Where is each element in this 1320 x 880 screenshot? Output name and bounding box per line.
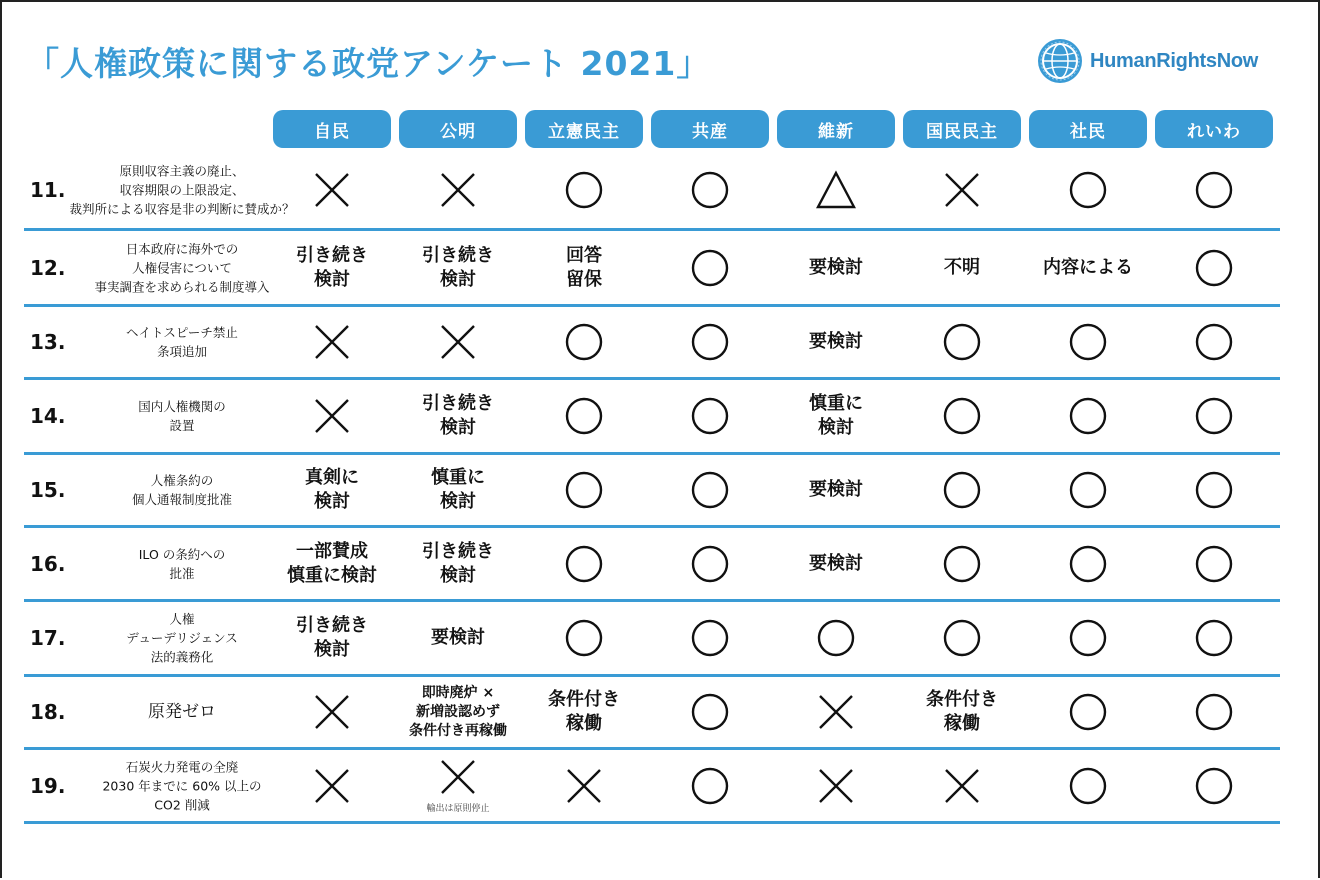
circle-mark	[1194, 396, 1234, 436]
circle-mark	[1068, 170, 1108, 210]
answer-text: 要検討	[809, 256, 863, 278]
circle-mark	[1068, 396, 1108, 436]
answer-cell	[651, 677, 769, 747]
answer-cell	[399, 152, 517, 228]
question-number: 11.	[30, 178, 66, 202]
cross-mark	[312, 322, 352, 362]
table-row	[24, 677, 1280, 750]
party-label: 維新	[777, 110, 895, 148]
answer-cell	[1155, 677, 1273, 747]
answer-cell	[525, 750, 643, 821]
question-number: 19.	[30, 773, 66, 798]
circle-mark	[1068, 544, 1108, 584]
cross-mark	[312, 170, 352, 210]
party-label: 国民民主	[903, 110, 1021, 148]
answer-cell	[903, 455, 1021, 525]
answer-text: 引き続き 検討	[422, 393, 494, 438]
answer-text: 引き続き 検討	[296, 244, 368, 290]
question-text: 日本政府に海外での 人権侵害について 事実調査を求められる制度導入	[94, 241, 270, 294]
answer-cell	[1029, 455, 1147, 525]
question-number: 16.	[30, 551, 66, 576]
answer-text: 引き続き 検討	[422, 244, 494, 290]
circle-mark	[564, 170, 604, 210]
circle-mark	[942, 618, 982, 658]
circle-mark	[1194, 544, 1234, 584]
answer-cell	[1029, 677, 1147, 747]
answer-cell	[903, 307, 1021, 377]
answer-text: 真剣に 検討	[305, 467, 359, 512]
answer-cell	[777, 152, 895, 228]
circle-mark	[1068, 692, 1108, 732]
answer-cell	[651, 750, 769, 821]
answer-cell	[399, 750, 517, 821]
answer-cell	[273, 602, 391, 674]
question-number: 13.	[30, 330, 66, 354]
circle-mark	[942, 470, 982, 510]
answer-note: 輸出は原則停止	[426, 804, 490, 814]
party-header	[0, 110, 1320, 148]
answer-cell	[903, 380, 1021, 452]
answer-cell	[777, 677, 895, 747]
answer-cell	[399, 677, 517, 747]
answer-cell	[651, 455, 769, 525]
answer-cell	[1029, 307, 1147, 377]
answer-cell	[525, 528, 643, 599]
party-label: れいわ	[1155, 110, 1273, 148]
party-label: 社民	[1029, 110, 1147, 148]
answer-cell	[903, 602, 1021, 674]
circle-mark	[690, 396, 730, 436]
table-row	[24, 380, 1280, 455]
answer-cell	[1155, 231, 1273, 304]
answer-cell	[1155, 750, 1273, 821]
answer-cell	[525, 152, 643, 228]
logo-text: HumanRightsNow	[1090, 49, 1259, 72]
answer-cell	[1155, 602, 1273, 674]
party-label: 公明	[399, 110, 517, 148]
answer-text: 要検討	[809, 479, 863, 500]
answer-cell	[1155, 307, 1273, 377]
circle-mark	[1068, 322, 1108, 362]
answer-cell	[399, 528, 517, 599]
question-number: 14.	[30, 404, 66, 428]
circle-mark	[1194, 170, 1234, 210]
answer-cell	[903, 750, 1021, 821]
answer-cell	[651, 528, 769, 599]
circle-mark	[690, 544, 730, 584]
question-number: 12.	[30, 255, 66, 280]
answer-cell	[1155, 528, 1273, 599]
answer-cell	[651, 307, 769, 377]
question-text: 原則収容主義の廃止、 収容期限の上限設定、 裁判所による収容是非の判断に賛成か？	[69, 163, 295, 217]
table-row	[24, 231, 1280, 307]
answer-cell	[273, 455, 391, 525]
circle-mark	[816, 618, 856, 658]
globe-icon	[1038, 39, 1082, 83]
table-row	[24, 307, 1280, 380]
circle-mark	[564, 544, 604, 584]
answer-text: 引き続き 検討	[296, 615, 368, 660]
answer-cell	[651, 152, 769, 228]
answer-cell	[525, 455, 643, 525]
answer-cell	[1155, 455, 1273, 525]
circle-mark	[1194, 248, 1234, 288]
circle-mark	[1068, 766, 1108, 806]
answer-cell	[777, 231, 895, 304]
table-row	[24, 602, 1280, 677]
party-label: 自民	[273, 110, 391, 148]
answer-cell	[525, 380, 643, 452]
answer-text: 即時廃炉 × 新増設認めず 条件付き再稼働	[409, 684, 507, 739]
circle-mark	[690, 322, 730, 362]
answer-cell	[903, 677, 1021, 747]
table-row	[24, 152, 1280, 231]
answer-cell	[273, 528, 391, 599]
answer-cell	[399, 307, 517, 377]
cross-mark	[312, 692, 352, 732]
circle-mark	[1068, 618, 1108, 658]
answer-cell	[777, 455, 895, 525]
answer-text: 要検討	[431, 627, 485, 648]
circle-mark	[564, 396, 604, 436]
circle-mark	[1194, 618, 1234, 658]
table-row	[24, 750, 1280, 824]
triangle-mark	[816, 170, 856, 210]
answer-cell	[273, 380, 391, 452]
answer-cell	[651, 602, 769, 674]
answer-cell	[273, 677, 391, 747]
answer-cell	[273, 750, 391, 821]
answer-text: 要検討	[809, 552, 863, 574]
answer-text: 要検討	[809, 331, 863, 352]
answer-cell	[903, 152, 1021, 228]
circle-mark	[690, 470, 730, 510]
answer-cell	[525, 307, 643, 377]
answer-text: 不明	[944, 256, 980, 278]
answer-text: 内容による	[1043, 256, 1133, 278]
answer-text: 回答 留保	[566, 244, 602, 290]
cross-mark	[942, 766, 982, 806]
cross-mark	[816, 766, 856, 806]
circle-mark	[1194, 692, 1234, 732]
answer-cell	[399, 231, 517, 304]
circle-mark	[564, 322, 604, 362]
table-row	[24, 455, 1280, 528]
answer-cell	[1155, 380, 1273, 452]
cross-mark	[942, 170, 982, 210]
answer-cell	[651, 380, 769, 452]
answer-cell	[273, 307, 391, 377]
cross-mark	[312, 396, 352, 436]
question-text: 人権 デューデリジェンス 法的義務化	[126, 611, 238, 665]
circle-mark	[690, 766, 730, 806]
answer-cell	[399, 380, 517, 452]
question-number: 17.	[30, 626, 66, 650]
circle-mark	[690, 248, 730, 288]
circle-mark	[942, 322, 982, 362]
cross-mark	[438, 757, 478, 797]
question-text: 原発ゼロ	[148, 702, 216, 722]
logo	[1038, 38, 1258, 84]
circle-mark	[564, 618, 604, 658]
question-number: 15.	[30, 478, 66, 502]
answer-cell	[777, 750, 895, 821]
answer-text: 一部賛成 慎重に検討	[287, 540, 377, 586]
answer-cell	[777, 380, 895, 452]
circle-mark	[690, 692, 730, 732]
answer-cell	[1029, 152, 1147, 228]
party-label: 立憲民主	[525, 110, 643, 148]
cross-mark	[312, 766, 352, 806]
circle-mark	[564, 470, 604, 510]
answer-cell	[1029, 750, 1147, 821]
answer-cell	[399, 455, 517, 525]
answer-cell	[1029, 528, 1147, 599]
answer-cell	[1155, 152, 1273, 228]
answer-cell	[273, 231, 391, 304]
answer-text: 引き続き 検討	[422, 540, 494, 586]
answer-cell	[903, 231, 1021, 304]
answer-cell	[651, 231, 769, 304]
page-title: 「人権政策に関する政党アンケート 2021」	[26, 44, 711, 83]
answer-cell	[903, 528, 1021, 599]
circle-mark	[942, 544, 982, 584]
answer-cell	[525, 602, 643, 674]
answer-text: 条件付き 稼働	[926, 689, 998, 734]
circle-mark	[942, 396, 982, 436]
question-number: 18.	[30, 700, 66, 724]
answer-cell	[777, 602, 895, 674]
answer-cell	[777, 307, 895, 377]
answer-text: 条件付き 稼働	[548, 689, 620, 734]
answer-cell	[1029, 602, 1147, 674]
answer-text: 慎重に 検討	[431, 467, 485, 512]
answer-text: 慎重に 検討	[809, 393, 863, 438]
question-text: ILO の条約への 批准	[138, 546, 226, 581]
cross-mark	[564, 766, 604, 806]
table-row	[24, 528, 1280, 602]
circle-mark	[1194, 322, 1234, 362]
circle-mark	[1194, 470, 1234, 510]
question-text: 石炭火力発電の全廃 2030 年までに 60% 以上の CO2 削減	[102, 759, 262, 812]
answer-cell	[525, 231, 643, 304]
answer-cell	[273, 152, 391, 228]
party-label: 共産	[651, 110, 769, 148]
question-text: ヘイトスピーチ禁止 条項追加	[126, 325, 238, 359]
answer-cell	[777, 528, 895, 599]
answer-cell	[399, 602, 517, 674]
cross-mark	[438, 170, 478, 210]
question-text: 国内人権機関の 設置	[138, 399, 226, 433]
answer-cell	[1029, 231, 1147, 304]
cross-mark	[816, 692, 856, 732]
answer-cell	[525, 677, 643, 747]
answer-cell	[1029, 380, 1147, 452]
circle-mark	[1194, 766, 1234, 806]
cross-mark	[438, 322, 478, 362]
question-text: 人権条約の 個人通報制度批准	[131, 473, 232, 507]
circle-mark	[690, 618, 730, 658]
circle-mark	[690, 170, 730, 210]
circle-mark	[1068, 470, 1108, 510]
